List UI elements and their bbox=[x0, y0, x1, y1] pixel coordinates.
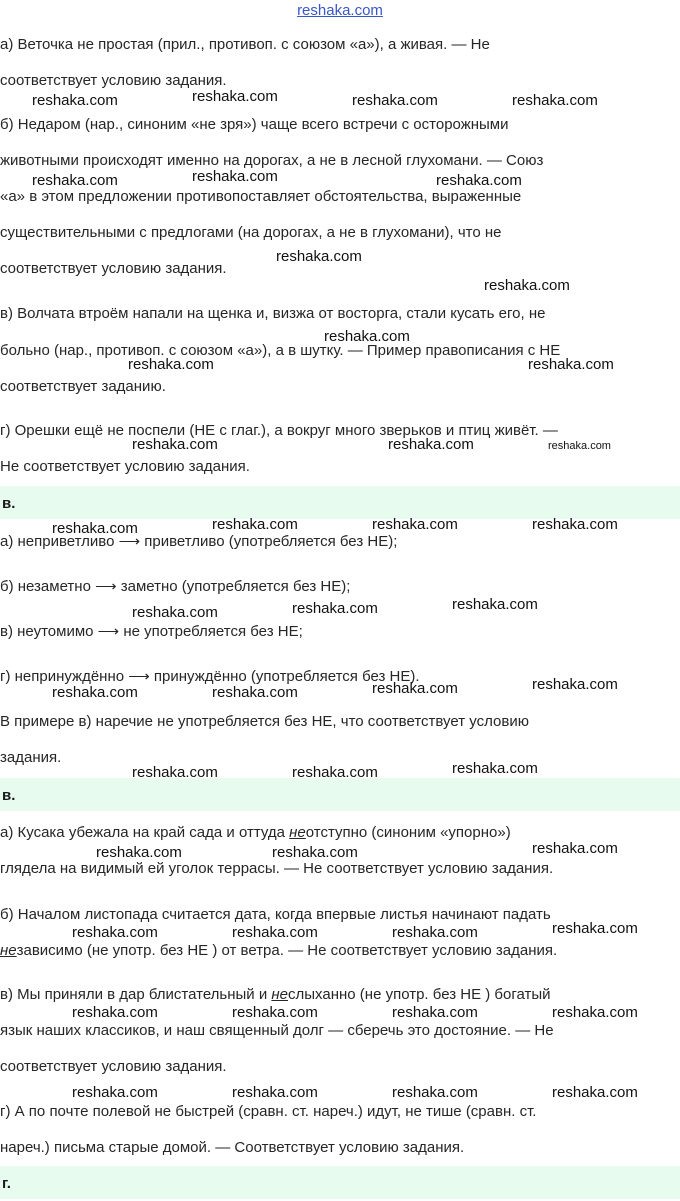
watermark-text: reshaka.com bbox=[532, 676, 618, 693]
text-line: г) Орешки ещё не поспели (НЕ с глаг.), а вокруг много зверьков и птиц живёт. — bbox=[0, 422, 558, 439]
text-line: глядела на видимый ей уголок террасы. — Не соответствует условию задания. bbox=[0, 860, 554, 877]
watermark-text: reshaka.com bbox=[452, 596, 538, 613]
watermark-text: reshaka.com bbox=[552, 1084, 638, 1101]
text-line: язык наших классиков, и наш священный долг — сберечь это достояние. — Не bbox=[0, 1022, 554, 1039]
watermark-text: reshaka.com bbox=[436, 172, 522, 189]
watermark-text: reshaka.com bbox=[484, 277, 570, 294]
watermark-text: reshaka.com bbox=[232, 924, 318, 941]
text-line: в) Мы приняли в дар блистательный и неслыханно (не употр. без НЕ ) богатый bbox=[0, 986, 551, 1003]
text-line: больно (нар., противоп. с союзом «а»), а в шутку. — Пример правописания с НЕ bbox=[0, 342, 561, 359]
watermark-text: reshaka.com bbox=[52, 684, 138, 701]
text-line: а) Кусака убежала на край сада и оттуда неотступно (синоним «упорно») bbox=[0, 824, 511, 841]
text-line: в) неутомимо ⟶ не употребляется без НЕ; bbox=[0, 623, 303, 640]
text-line: г) непринуждённо ⟶ принуждённо (употребляется без НЕ). bbox=[0, 668, 420, 685]
answer-band bbox=[0, 1166, 680, 1199]
answer-label: в. bbox=[2, 495, 16, 512]
watermark-text: reshaka.com bbox=[272, 844, 358, 861]
watermark-text: reshaka.com bbox=[532, 516, 618, 533]
watermark-text: reshaka.com bbox=[392, 1084, 478, 1101]
watermark-text: reshaka.com bbox=[532, 840, 618, 857]
text-line: а) Веточка не простая (прил., противоп. с союзом «а»), а живая. — Не bbox=[0, 36, 490, 53]
watermark-text: reshaka.com bbox=[552, 1004, 638, 1021]
text-line: Не соответствует условию задания. bbox=[0, 458, 250, 475]
watermark-text: reshaka.com bbox=[292, 764, 378, 781]
ne-prefix: не bbox=[271, 986, 289, 1003]
text-line: соответствует условию задания. bbox=[0, 260, 227, 277]
watermark-text: reshaka.com bbox=[552, 920, 638, 937]
text-line: независимо (не употр. без НЕ ) от ветра. — Не соответствует условию задания. bbox=[0, 942, 558, 959]
ne-prefix: не bbox=[289, 824, 306, 841]
site-link[interactable]: reshaka.com bbox=[297, 2, 383, 19]
watermark-text: reshaka.com bbox=[96, 844, 182, 861]
watermark-text: reshaka.com bbox=[232, 1084, 318, 1101]
ne-prefix: не bbox=[0, 942, 17, 959]
watermark-text: reshaka.com bbox=[392, 924, 478, 941]
watermark-text: reshaka.com bbox=[232, 1004, 318, 1021]
watermark-text: reshaka.com bbox=[72, 1004, 158, 1021]
watermark-text: reshaka.com bbox=[32, 172, 118, 189]
watermark-text: reshaka.com bbox=[212, 516, 298, 533]
watermark-text: reshaka.com bbox=[528, 356, 614, 373]
watermark-text: reshaka.com bbox=[132, 604, 218, 621]
watermark-text: reshaka.com bbox=[372, 680, 458, 697]
watermark-text: reshaka.com bbox=[52, 520, 138, 537]
text-line: соответствует условию задания. bbox=[0, 72, 227, 89]
text-line: а) неприветливо ⟶ приветливо (употребляется без НЕ); bbox=[0, 533, 398, 550]
text-line: г) А по почте полевой не быстрей (сравн. ст. нареч.) идут, не тише (сравн. ст. bbox=[0, 1103, 537, 1120]
text-line: задания. bbox=[0, 749, 62, 766]
watermark-text: reshaka.com bbox=[352, 92, 438, 109]
watermark-text: reshaka.com bbox=[192, 168, 278, 185]
watermark-text: reshaka.com bbox=[276, 248, 362, 265]
watermark-text: reshaka.com bbox=[548, 440, 611, 452]
watermark-text: reshaka.com bbox=[32, 92, 118, 109]
text-line: В примере в) наречие не употребляется без НЕ, что соответствует условию bbox=[0, 713, 529, 730]
text-line: б) незаметно ⟶ заметно (употребляется без НЕ); bbox=[0, 578, 351, 595]
watermark-text: reshaka.com bbox=[372, 516, 458, 533]
answer-band bbox=[0, 778, 680, 811]
text-line: б) Началом листопада считается дата, когда впервые листья начинают падать bbox=[0, 906, 551, 923]
watermark-text: reshaka.com bbox=[292, 600, 378, 617]
watermark-text: reshaka.com bbox=[72, 1084, 158, 1101]
text-line: соответствует заданию. bbox=[0, 378, 166, 395]
watermark-text: reshaka.com bbox=[72, 924, 158, 941]
text-line: б) Недаром (нар., синоним «не зря») чаще всего встречи с осторожными bbox=[0, 116, 509, 133]
watermark-text: reshaka.com bbox=[512, 92, 598, 109]
watermark-text: reshaka.com bbox=[212, 684, 298, 701]
text-line: нареч.) письма старые домой. — Соответствует условию задания. bbox=[0, 1139, 465, 1156]
watermark-text: reshaka.com bbox=[132, 436, 218, 453]
text-line: животными происходят именно на дорогах, а не в лесной глухомани. — Союз bbox=[0, 152, 544, 169]
watermark-text: reshaka.com bbox=[132, 764, 218, 781]
text-line: в) Волчата втроём напали на щенка и, визжа от восторга, стали кусать его, не bbox=[0, 305, 546, 322]
text-line: «а» в этом предложении противопоставляет обстоятельства, выраженные bbox=[0, 188, 522, 205]
text-line: существительными с предлогами (на дорогах, а не в глухомани), что не bbox=[0, 224, 502, 241]
answer-band bbox=[0, 486, 680, 519]
watermark-text: reshaka.com bbox=[452, 760, 538, 777]
watermark-text: reshaka.com bbox=[128, 356, 214, 373]
watermark-text: reshaka.com bbox=[192, 88, 278, 105]
watermark-text: reshaka.com bbox=[324, 328, 410, 345]
watermark-text: reshaka.com bbox=[388, 436, 474, 453]
answer-label: г. bbox=[2, 1175, 11, 1192]
watermark-text: reshaka.com bbox=[392, 1004, 478, 1021]
answer-label: в. bbox=[2, 787, 16, 804]
text-line: соответствует условию задания. bbox=[0, 1058, 227, 1075]
